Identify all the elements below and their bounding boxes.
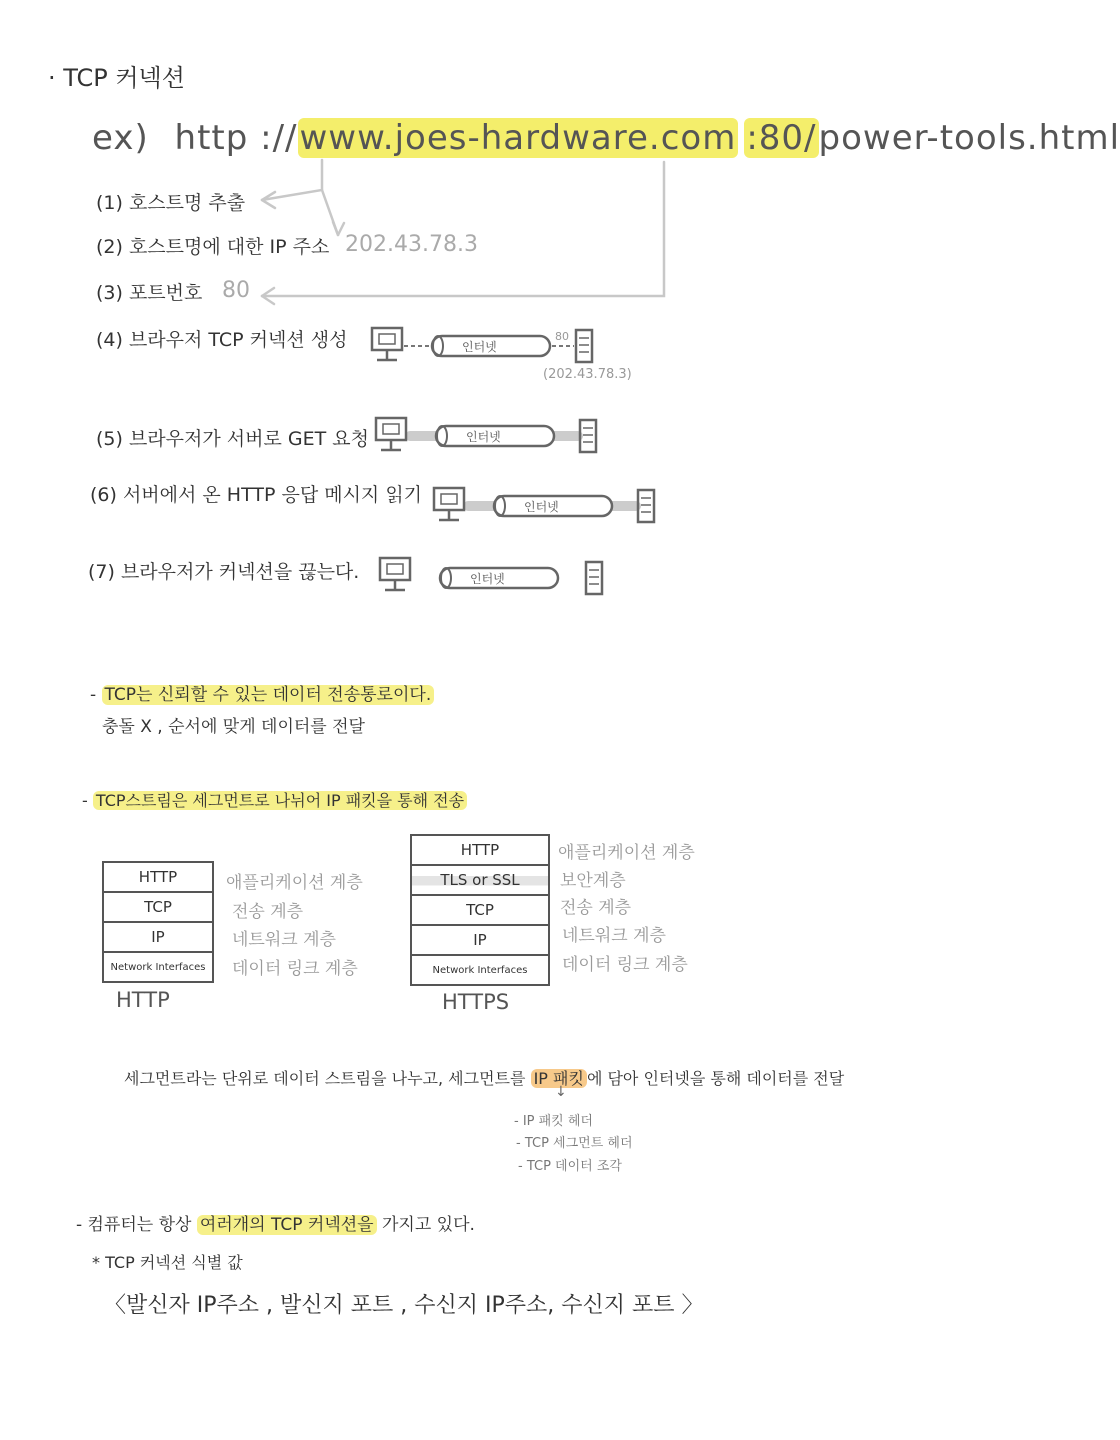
segment-after: 에 담아 인터넷을 통해 데이터를 전달 [586, 1069, 845, 1088]
step-7: (7) 브라우저가 커넥션을 끊는다. [88, 561, 360, 583]
http-label-network: 네트워크 계층 [232, 930, 336, 950]
step-5: (5) 브라우저가 서버로 GET 요청 [96, 428, 369, 450]
http-label-link: 데이터 링크 계층 [232, 959, 358, 979]
client-pc-icon [380, 558, 410, 590]
https-stack-table [410, 834, 550, 986]
url-host: www.joes-hardware.com [299, 118, 737, 158]
computer-connections-note [76, 1210, 475, 1235]
page-title: · TCP 커넥션 [48, 64, 185, 92]
http-stack-table [102, 861, 214, 983]
http-label-app: 애플리케이션 계층 [226, 873, 363, 893]
step-2-value: 202.43.78.3 [345, 232, 478, 257]
segment-ip-packet: IP 패킷 [531, 1069, 587, 1088]
server-icon [576, 330, 592, 362]
http-layer-transport: TCP [103, 892, 213, 922]
client-pc-icon [372, 328, 402, 360]
segment-item-1: - IP 패킷 헤더 [514, 1114, 593, 1129]
segment-before: 세그먼트라는 단위로 데이터 스트림을 나누고, 세그먼트를 [124, 1069, 526, 1088]
internet-label-5: 인터넷 [466, 430, 501, 444]
step-3: (3) 포트번호 [96, 282, 203, 304]
http-layer-link: Network Interfaces [103, 952, 213, 982]
step-4: (4) 브라우저 TCP 커넥션 생성 [96, 329, 348, 351]
https-layer-transport: TCP [411, 895, 549, 925]
http-layer-network: IP [103, 922, 213, 952]
step-1: (1) 호스트명 추출 [96, 192, 246, 214]
https-label-security: 보안계층 [560, 871, 626, 891]
internet-label-4: 인터넷 [462, 340, 497, 354]
port-label: 80 [555, 330, 569, 343]
https-stack-caption: HTTPS [442, 990, 510, 1014]
https-label-app: 애플리케이션 계층 [558, 843, 695, 863]
http-layer-app: HTTP [103, 862, 213, 892]
https-label-transport: 전송 계층 [560, 898, 632, 918]
ip-label: (202.43.78.3) [543, 367, 632, 382]
note-tcp-reliable-sub: 충돌 X , 순서에 맞게 데이터를 전달 [102, 717, 365, 737]
client-pc-icon [376, 418, 406, 450]
segment-arrow: ↓ [555, 1084, 567, 1100]
connection-id-tuple: 〈발신자 IP주소 , 발신지 포트 , 수신지 IP주소, 수신지 포트 〉 [104, 1293, 704, 1318]
https-label-link: 데이터 링크 계층 [562, 955, 688, 975]
url-port: :80/ [746, 118, 817, 158]
https-label-network: 네트워크 계층 [562, 926, 666, 946]
step-6: (6) 서버에서 온 HTTP 응답 메시지 읽기 [90, 484, 423, 506]
url-prefix: ex) [92, 118, 149, 158]
internet-label-6: 인터넷 [524, 500, 559, 514]
url-scheme: http :// [174, 118, 298, 158]
segment-item-2: - TCP 세그먼트 헤더 [516, 1136, 633, 1151]
url-path: power-tools.html [818, 118, 1120, 158]
https-layer-app: HTTP [411, 835, 549, 865]
server-icon [586, 562, 602, 594]
segment-item-3: - TCP 데이터 조각 [518, 1159, 622, 1174]
https-layer-security: TLS or SSL [411, 865, 549, 895]
computer-hl: 여러개의 TCP 커넥션을 [197, 1215, 377, 1235]
step-2: (2) 호스트명에 대한 IP 주소 [96, 236, 330, 258]
internet-label-7: 인터넷 [470, 572, 505, 586]
http-stack-caption: HTTP [116, 988, 170, 1012]
step-3-value: 80 [222, 278, 250, 303]
http-label-transport: 전송 계층 [232, 902, 304, 922]
note-tcp-stream-text: TCP스트림은 세그먼트로 나뉘어 IP 패킷을 통해 전송 [93, 791, 467, 810]
client-pc-icon [434, 488, 464, 520]
segment-sentence [124, 1066, 844, 1089]
computer-before: - 컴퓨터는 항상 [76, 1215, 192, 1235]
note-tcp-reliable-text: TCP는 신뢰할 수 있는 데이터 전송통로이다. [102, 685, 435, 705]
https-layer-link: Network Interfaces [411, 955, 549, 985]
note-tcp-stream: - TCP스트림은 세그먼트로 나뉘어 IP 패킷을 통해 전송 [82, 788, 467, 811]
computer-after: 가지고 있다. [382, 1215, 475, 1235]
note-tcp-reliable: - TCP는 신뢰할 수 있는 데이터 전송통로이다. [90, 680, 434, 705]
https-layer-network: IP [411, 925, 549, 955]
connection-id-title: * TCP 커넥션 식별 값 [92, 1253, 243, 1272]
